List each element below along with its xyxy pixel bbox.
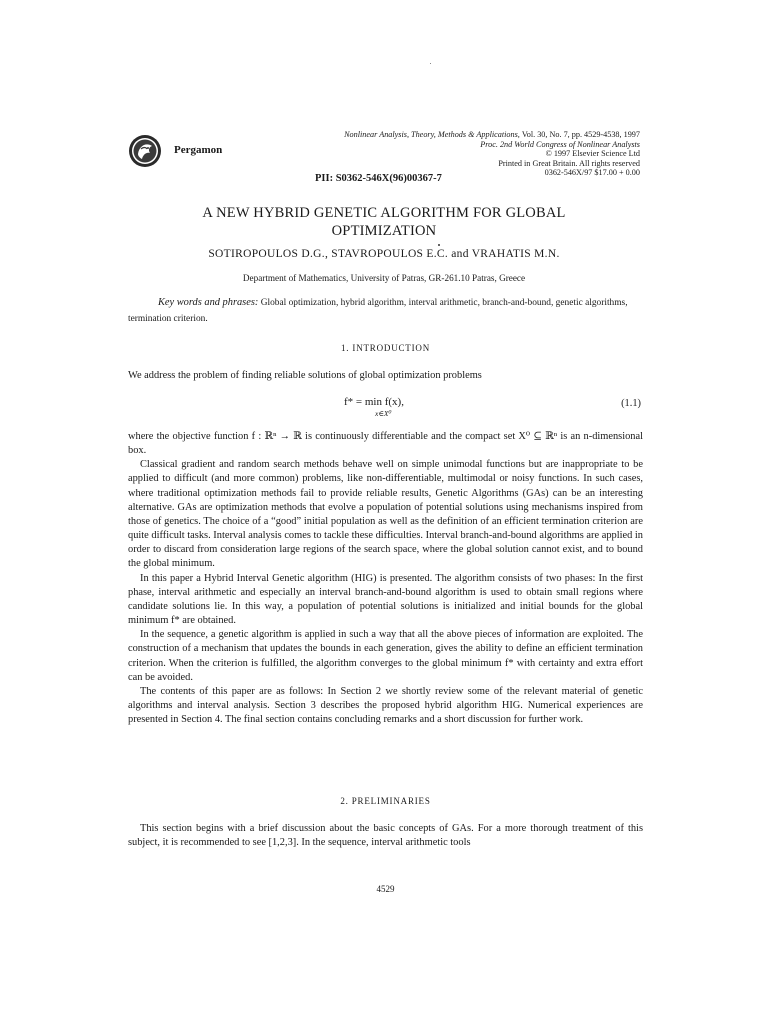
journal-citation (220, 130, 640, 178)
pii-identifier: PII: S0362-546X(96)00367-7 (315, 173, 442, 184)
paragraph: Classical gradient and random search methods behave well on simple unimodal functions but are inappropriate to be applied to difficult (and more common) problems, like non-differentiable, multimodal or noisy functions. In such cases, where traditional optimization methods fail to provide reliable results, Genetic Algorithms (GAs) can be an interesting alternative. GAs are optimization methods that evolve a population of potential solutions using mechanisms inspired from those of genetics. The choice of a “good” initial population as well as the definition of an efficient termination criterion are quite difficult tasks. Interval analysis comes to tackle these difficulties. Interval branch-and-bound algorithms are applied in order to discard from consideration large regions of the search space, where the global solution cannot exist, and to bound the global minimum. (128, 459, 643, 570)
paragraph: The contents of this paper are as follows: In Section 2 we shortly review some of the relevant material of genetic algorithms and interval analysis. Section 3 describes the proposed hybrid algorithm HIG. Numerical experiences are presented in Section 4. The final section contains concluding remarks and a short discussion for further work. (128, 685, 643, 726)
issn-price-line: 0362-546X/97 $17.00 + 0.00 (544, 168, 640, 178)
keywords-label: Key words and phrases: (158, 297, 259, 308)
journal-line-1: Nonlinear Analysis, Theory, Methods & Applications, Vol. 30, No. 7, pp. 4529-4538, 1997 (344, 130, 640, 139)
keywords-block (128, 295, 643, 327)
page-number: 4529 (376, 884, 395, 894)
paragraph: In the sequence, a genetic algorithm is applied in such a way that all the above pieces of information are exploited. The construction of a mechanism that updates the bounds in each generation, gives the ability to define an efficient termination criterion. When the criterion is fulfilled, the algorithm converges to the global minimum f* with certainty and extra effort can be avoided. (128, 629, 643, 683)
equation-number: (1.1) (621, 398, 641, 409)
section-heading-introduction: 1. INTRODUCTION (341, 343, 430, 353)
printed-line: Printed in Great Britain. All rights reserved (498, 158, 640, 168)
title-line-1: A NEW HYBRID GENETIC ALGORITHM FOR GLOBAL (202, 205, 566, 221)
paper-authors: SOTIROPOULOS D.G., STAVROPOULOS E.C. and VRAHATIS M.N. (208, 248, 560, 260)
intro-sentence: We address the problem of finding reliable solutions of global optimization problems (128, 370, 482, 381)
paragraph: This section begins with a brief discussion about the basic concepts of GAs. For a more thorough treatment of this subject, it is recommended to see [1,2,3]. In the sequence, interval arithmetic tools (128, 823, 643, 849)
journal-line-2: Proc. 2nd World Congress of Nonlinear Analysts (480, 139, 640, 149)
title-line-2: OPTIMIZATION (331, 223, 437, 239)
introduction-body (128, 430, 643, 727)
paragraph: where the objective function f : ℝⁿ → ℝ is continuously differentiable and the compact set X⁰ ⊆ ℝⁿ is an n-dimensional box. (128, 431, 643, 457)
author-affiliation: Department of Mathematics, University of Patras, GR-261.10 Patras, Greece (242, 273, 526, 283)
pergamon-logo-icon (128, 134, 162, 168)
keywords-text: Global optimization, hybrid algorithm, interval arithmetic, branch-and-bound, genetic algorithms, termination criterion. (128, 298, 628, 324)
copyright-line: © 1997 Elsevier Science Ltd (545, 149, 640, 159)
paragraph: In this paper a Hybrid Interval Genetic algorithm (HIG) is presented. The algorithm consists of two phases: In the first phase, interval arithmetic and especially an interval branch-and-bound algorithm is used to obtain small regions where candidate solutions lie. In this way, a population of potential solutions is initialized and initial bounds for the global minimum f* are obtained. (128, 572, 643, 627)
scan-speck (430, 63, 431, 64)
equation-1-1 (128, 396, 643, 426)
preliminaries-body (128, 822, 643, 850)
equation-subscript: x∈X⁰ (375, 409, 392, 418)
publisher-name: Pergamon (174, 144, 223, 156)
section-heading-preliminaries: 2. PRELIMINARIES (340, 796, 431, 806)
equation-formula: f* = min f(x), (344, 396, 404, 408)
scan-speck (438, 244, 440, 246)
paper-title (128, 204, 640, 240)
